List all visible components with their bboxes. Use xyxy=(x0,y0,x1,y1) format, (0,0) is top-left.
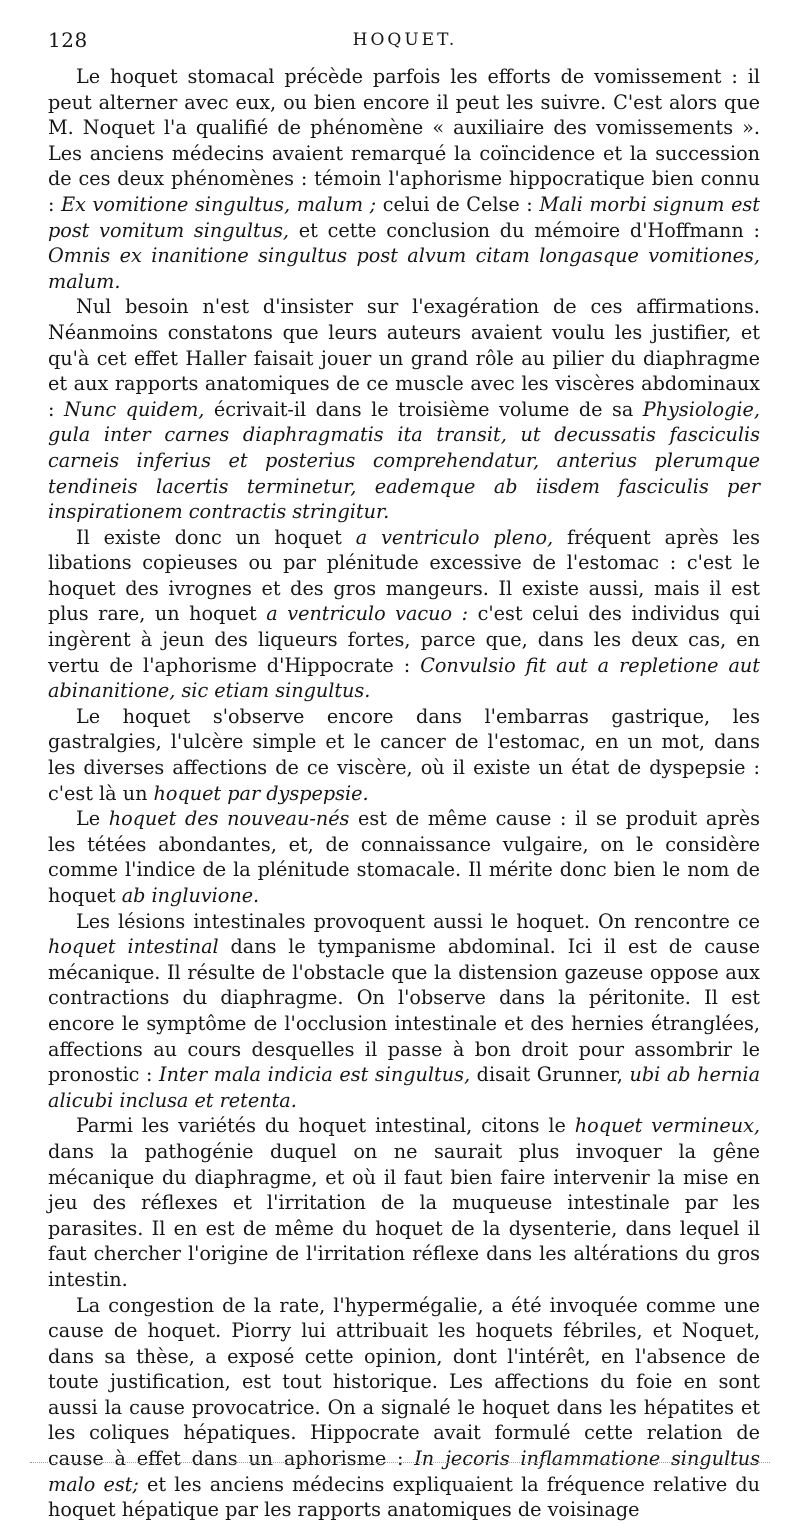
text-run: dans la pathogénie duquel on ne saurait plus invoquer la gêne mécanique du diaphragme, et où il faut bien faire intervenir la mise en jeu des réflexes et l'irritation de la muqueuse intestinale par les parasites. Il en est de même du hoquet de la dysenterie, dans lequel il faut chercher l'origine de l'irritation réflexe dans les altérations du gros intestin. xyxy=(48,1139,760,1291)
italic-text-run: Inter mala indicia est singultus, xyxy=(159,1063,471,1087)
italic-text-run: Nunc quidem, xyxy=(63,397,205,421)
body-paragraph xyxy=(48,704,760,806)
text-run: Le hoquet s'observe encore dans l'embarras gastrique, les gastralgies, l'ulcère simple et le cancer de l'estomac, en un mot, dans les diverses affections de ce viscère, où il existe un état de dyspepsie : c'est là un xyxy=(48,704,760,805)
text-run: Parmi les variétés du hoquet intestinal, citons le xyxy=(76,1114,575,1138)
page-body-text xyxy=(48,64,760,1523)
text-run: fréquent après les libations copieuses ou par plénitude excessive de l'estomac : c'est le hoquet des ivrognes et des gros mangeurs. Il existe aussi, mais il est plus rare, un hoquet xyxy=(48,525,760,626)
italic-text-run: hoquet des nouveau-nés xyxy=(108,807,350,831)
running-title: HOQUET. xyxy=(352,30,458,50)
page-number: 128 xyxy=(48,28,88,52)
italic-text-run: a ventriculo vacuo : xyxy=(266,602,469,626)
italic-text-run: In jecoris inflammatione singultus malo est; xyxy=(48,1447,760,1496)
italic-text-run: hoquet intestinal xyxy=(48,935,219,959)
body-paragraph xyxy=(48,525,760,704)
text-run: Le xyxy=(76,807,109,831)
italic-text-run: Convulsio fit aut a repletione aut abinanitione, sic etiam singultus. xyxy=(48,653,760,703)
body-paragraph xyxy=(48,806,760,908)
italic-text-run: hoquet vermineux, xyxy=(574,1114,760,1138)
text-run: Le hoquet stomacal précède parfois les efforts de vomissement : il peut alterner avec eux, ou bien encore il peut les suivre. C'est alors que M. Noquet l'a qualifié de phénomène « auxiliaire des vomissements ». Les anciens médecins avaient remarqué la coïncidence et la succession de ces deux phénomènes : témoin l'aphorisme hippocratique bien connu : xyxy=(48,65,760,216)
italic-text-run: Ex vomitione singultus, malum ; xyxy=(61,192,377,216)
text-run: dans le tympanisme abdominal. Ici il est de cause mécanique. Il résulte de l'obstacle que la distension gazeuse oppose aux contractions du diaphragme. On l'observe dans la péritonite. Il est encore le symptôme de l'occlusion intestinale et des hernies étranglées, affections au cours desquelles il passe à bon droit pour assombrir le pronostic : xyxy=(48,935,760,1087)
italic-text-run: Mali morbi signum est post vomitum singultus, xyxy=(48,192,760,242)
text-run: disait Grunner, xyxy=(470,1063,630,1087)
italic-text-run: hoquet par dyspepsie. xyxy=(153,781,369,805)
italic-text-run: a ventriculo pleno, xyxy=(355,525,554,549)
text-run: Nul besoin n'est d'insister sur l'exagération de ces affirmations. Néanmoins constatons que leurs auteurs avaient voulu les justifier, et qu'à cet effet Haller faisait jouer un grand rôle au pilier du diaphragme et aux rapports anatomiques de ce muscle avec les viscères abdominaux : xyxy=(48,295,760,421)
text-run: c'est celui des individus qui ingèrent à jeun des liqueurs fortes, parce que, dans les deux cas, en vertu de l'aphorisme d'Hippocrate : xyxy=(48,602,760,677)
text-run: et cette conclusion du mémoire d'Hoffmann : xyxy=(289,218,760,242)
italic-text-run: ab ingluvione. xyxy=(121,884,260,907)
text-run: Il existe donc un hoquet xyxy=(76,525,356,549)
page-header xyxy=(48,28,762,58)
italic-text-run: Physiologie, gula inter carnes diaphragmatis ita transit, ut decussatis fasciculis carneis inferius et posterius comprehendatur, anterius plerumque tendineis lacertis terminetur, eademque ab iisdem fasciculis per inspirationem contractis stringitur. xyxy=(48,397,760,524)
body-paragraph xyxy=(48,909,760,1114)
body-paragraph xyxy=(48,1113,760,1292)
text-run: La congestion de la rate, l'hypermégalie, a été invoquée comme une cause de hoquet. Piorry lui attribuait les hoquets fébriles, et Noquet, dans sa thèse, a exposé cette opinion, dont l'intérêt, en l'absence de toute justification, est tout historique. Les affections du foie en sont aussi la cause provocatrice. On a signalé le hoquet dans les hépatites et les coliques hépatiques. Hippocrate avait formulé cette relation de cause à effet dans un aphorisme : xyxy=(48,1293,760,1471)
italic-text-run: ubi ab hernia alicubi inclusa et retenta. xyxy=(48,1063,761,1112)
text-run: écrivait-il dans le troisième volume de sa xyxy=(204,397,643,421)
body-paragraph xyxy=(48,64,760,294)
body-paragraph xyxy=(48,1293,760,1523)
body-paragraph xyxy=(48,294,760,524)
italic-text-run: Omnis ex inanitione singultus post alvum citam longasque vomitiones, malum. xyxy=(48,244,760,293)
text-run: celui de Celse : xyxy=(376,192,540,216)
text-run: Les lésions intestinales provoquent aussi le hoquet. On rencontre ce xyxy=(76,909,760,933)
text-run: et les anciens médecins expliquaient la fréquence relative du hoquet hépatique par les rapports anatomiques de voisinage xyxy=(48,1472,760,1522)
text-run: est de même cause : il se produit après les tétées abondantes, et, de connaissance vulgaire, on le considère comme l'indice de la plénitude stomacale. Il mérite donc bien le nom de hoquet xyxy=(48,807,760,907)
footer-rule xyxy=(30,1462,770,1463)
